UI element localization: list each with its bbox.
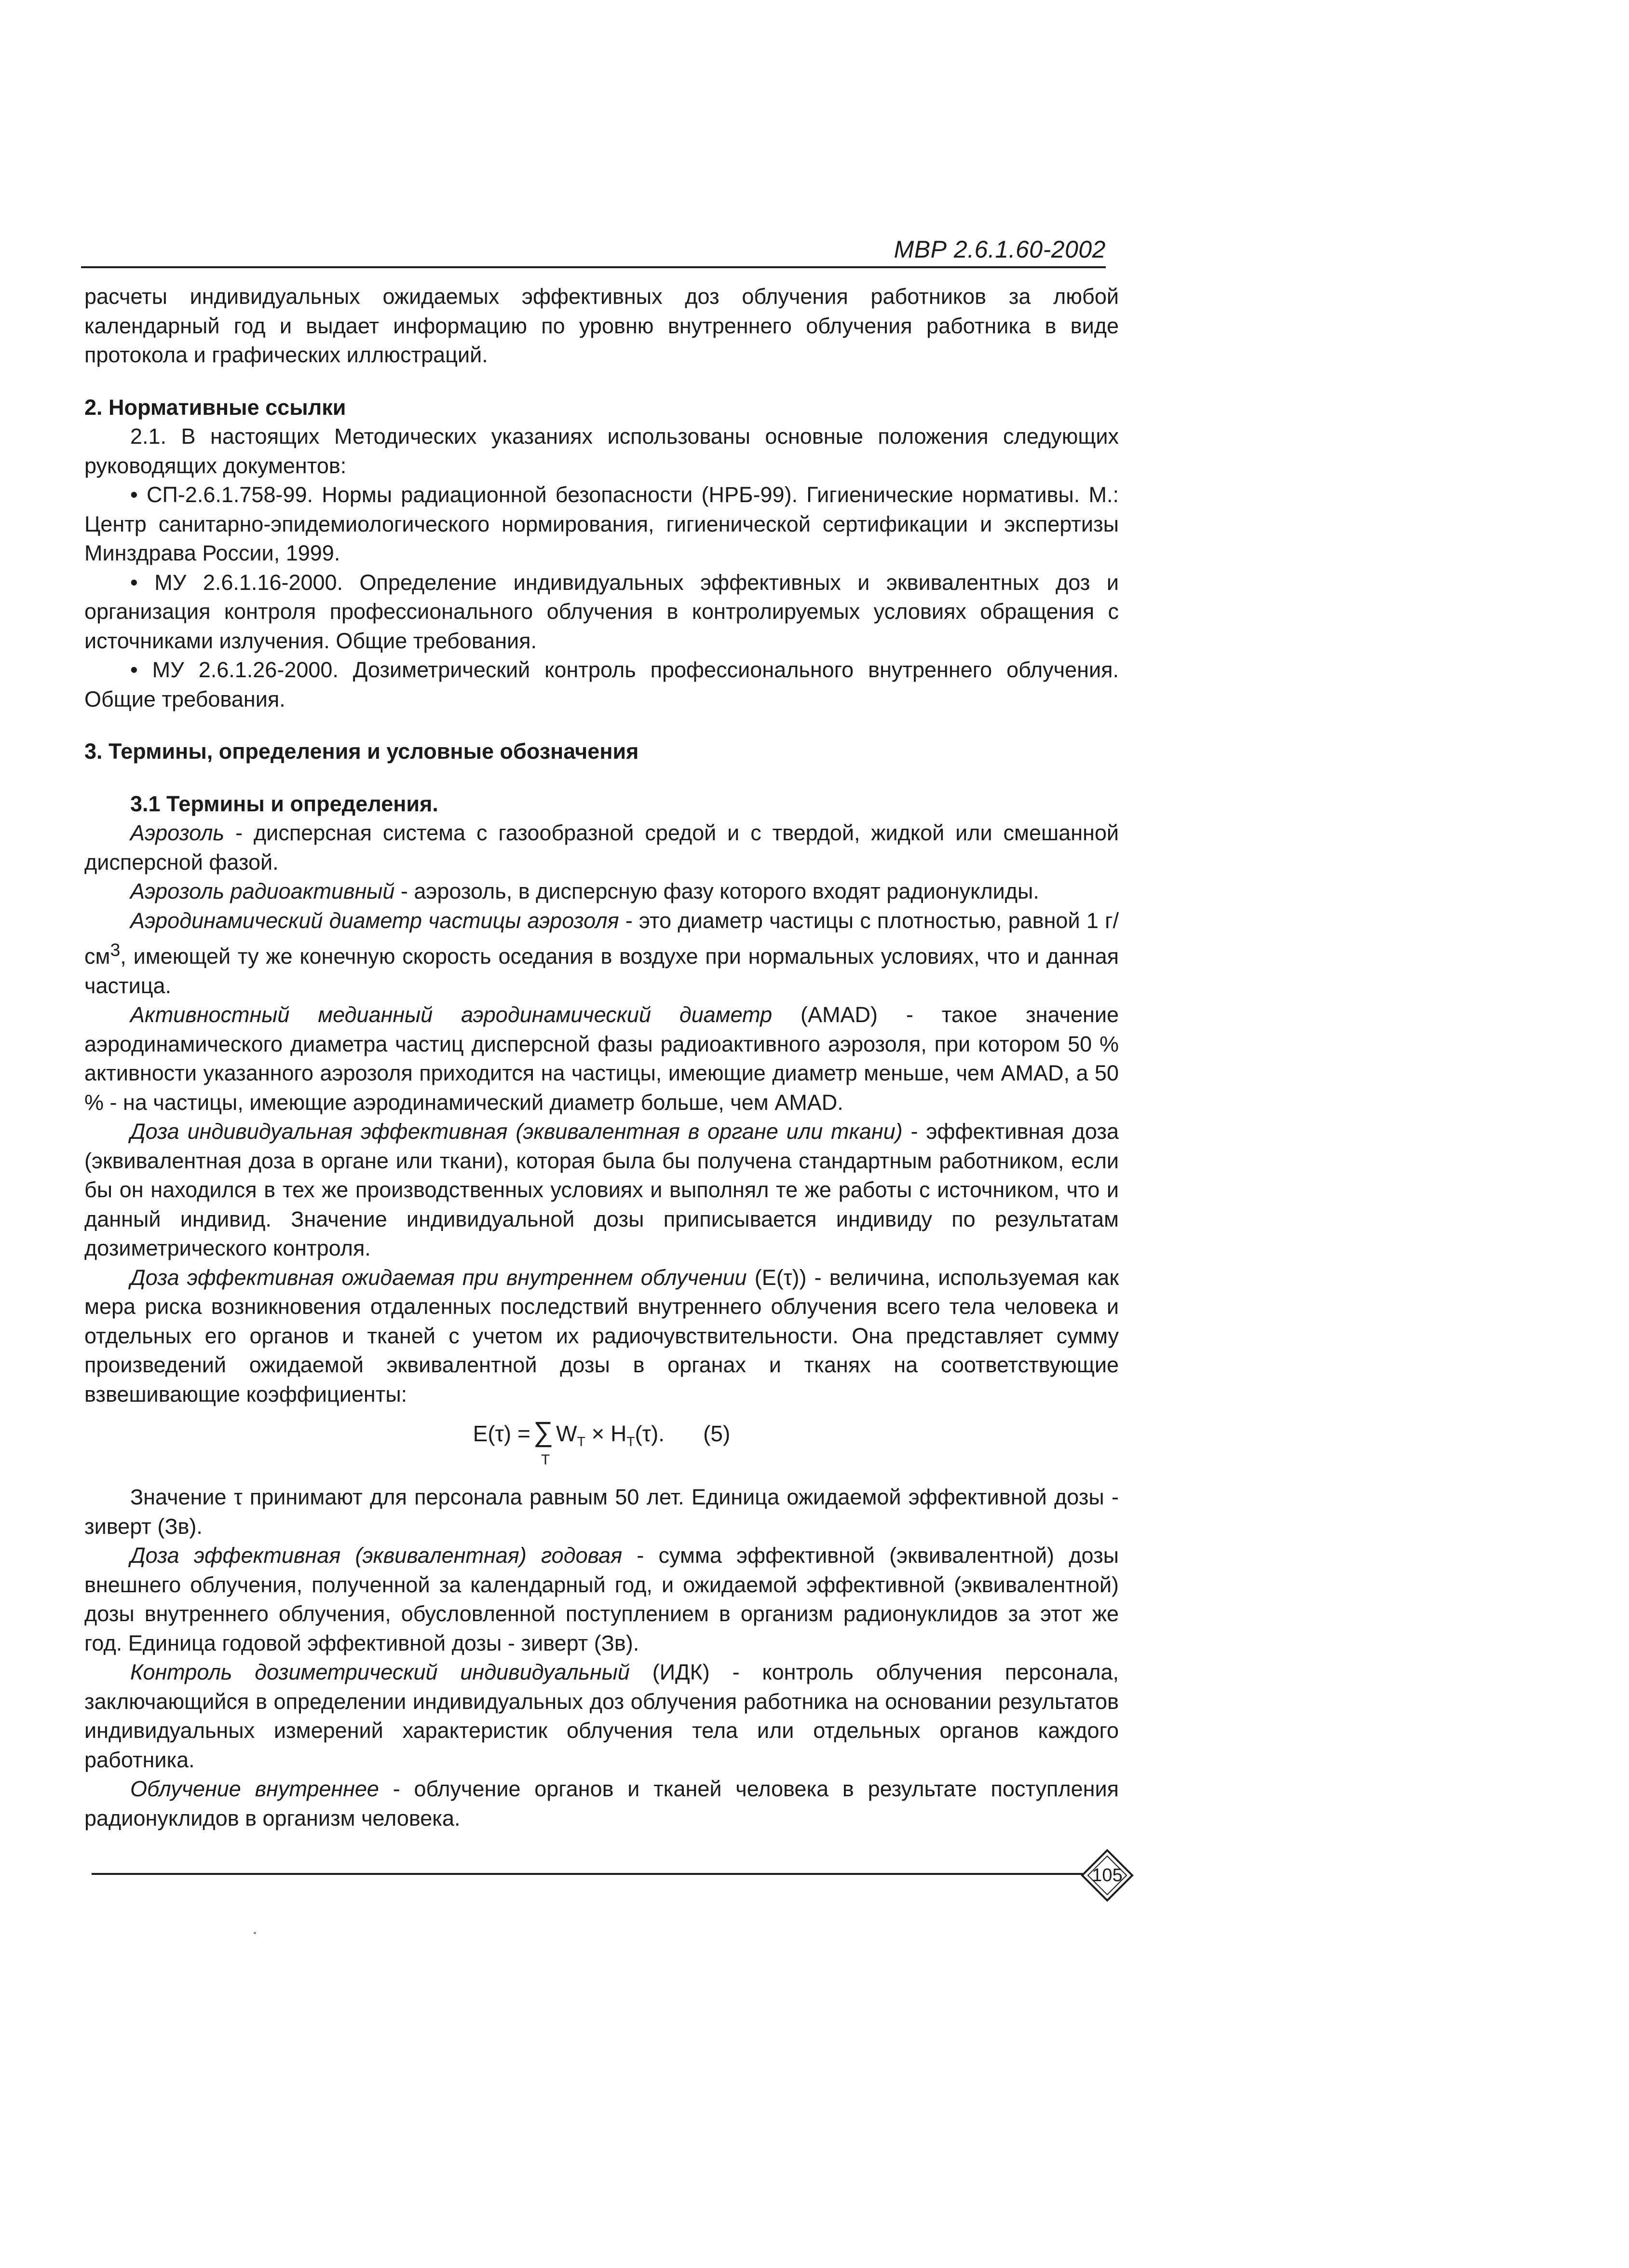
- term-text: (AMAD) - такое значение аэродинамического диаметра частиц дисперсной фазы радиоактивного аэрозоля, при котором 50 % активности указанного аэрозоля приходится на частицы, имеющие диаметр меньше, чем AMAD, а 50 % - на частицы, имеющие аэродинамический диаметр больше, чем AMAD.: [84, 1002, 1119, 1115]
- term-text: - облучение органов и тканей человека в результате поступления радионуклидов в организм человека.: [84, 1776, 1119, 1831]
- term-name: Доза индивидуальная эффективная (эквивалентная в органе или ткани): [130, 1119, 903, 1144]
- term-definition: [84, 1000, 1119, 1117]
- page-number: 105: [1092, 1865, 1123, 1885]
- term-definition: [84, 1541, 1119, 1658]
- document-code: МВР 2.6.1.60-2002: [894, 236, 1106, 263]
- term-definition: [84, 1775, 1119, 1833]
- reference-item: • МУ 2.6.1.16-2000. Определение индивидуальных эффективных и эквивалентных доз и организация контроля профессионального облучения в контролируемых условиях обращения с источниками излучения. Общие требования.: [84, 570, 1119, 653]
- term-text: (E(τ)) - величина, используемая как мера риска возникновения отдаленных последствий внутреннего облучения всего тела человека и отдельных его органов и тканей с учетом их радиочувствительности. Она представляет сумму произведений ожидаемой эквивалентной дозы в органах и тканях на соответствующие взвешивающие коэффициенты:: [84, 1265, 1119, 1407]
- formula-w: W: [556, 1421, 577, 1446]
- term-name: Доза эффективная ожидаемая при внутреннем облучении: [130, 1265, 747, 1290]
- reference-item: • СП-2.6.1.758-99. Нормы радиационной безопасности (НРБ-99). Гигиенические нормативы. М.: Центр санитарно-эпидемиологического нормирования, гигиенической сертификации и экспертизы Минздрава России, 1999.: [84, 482, 1119, 565]
- term-definition: [84, 1658, 1119, 1775]
- page-number-badge: [1079, 1847, 1135, 1903]
- reference-item: • МУ 2.6.1.26-2000. Дозиметрический контроль профессионального внутреннего облучения. Общие требования.: [84, 657, 1119, 711]
- term-text: , имеющей ту же конечную скорость оседания в воздухе при нормальных условиях, что и данная частица.: [84, 944, 1119, 998]
- sum-index: T: [541, 1452, 550, 1468]
- term-text: - аэрозоль, в дисперсную фазу которого входят радионуклиды.: [394, 879, 1039, 903]
- term-name: Доза эффективная (эквивалентная) годовая: [130, 1543, 623, 1568]
- term-name: Аэродинамический диаметр частицы аэрозоля: [130, 908, 619, 933]
- formula-times: ×: [591, 1421, 605, 1446]
- formula-effective-dose: [84, 1409, 1119, 1483]
- subsection-3-1-title: 3.1 Термины и определения.: [130, 791, 438, 816]
- term-text: (ИДК) - контроль облучения персонала, заключающийся в определении индивидуальных доз облучения работника на основании результатов индивидуальных измерений характеристик облучения тела или отдельных органов каждого работника.: [84, 1660, 1119, 1772]
- term-name: Активностный медианный аэродинамический диаметр: [130, 1002, 773, 1027]
- section-2-paragraph: 2.1. В настоящих Методических указаниях использованы основные положения следующих руководящих документов:: [84, 424, 1119, 478]
- section-3-title: 3. Термины, определения и условные обозначения: [84, 739, 639, 764]
- term-text: - эффективная доза (эквивалентная доза в органе или ткани), которая была бы получена стандартным работником, если бы он находился в тех же производственных условиях и выполнял те же работы с источником, что и данный индивид. Значение индивидуальной дозы приписывается индивиду по результатам дозиметрического контроля.: [84, 1119, 1119, 1260]
- intro-paragraph: расчеты индивидуальных ожидаемых эффективных доз облучения работников за любой календарный год и выдает информацию по уровню внутреннего облучения работника в виде протокола и графических иллюстраций.: [84, 284, 1119, 367]
- formula-expression: [473, 1416, 731, 1468]
- formula-tail: (τ).: [635, 1421, 665, 1446]
- sum-sign: ∑: [533, 1416, 554, 1448]
- superscript: 3: [110, 940, 121, 960]
- term-text: - это диаметр частицы с плотностью, равной 1 г/см: [84, 908, 1119, 969]
- formula-number: (5): [703, 1421, 731, 1446]
- formula-lhs: E(τ) =: [473, 1421, 530, 1446]
- term-definition: [84, 877, 1119, 906]
- term-text: - сумма эффективной (эквивалентной) дозы внешнего облучения, полученной за календарный год, и ожидаемой эффективной (эквивалентной) дозы внутреннего облучения, обусловленной поступлением в организм радионуклидов за этот же год. Единица годовой эффективной дозы - зиверт (Зв).: [84, 1543, 1119, 1655]
- term-name: Облучение внутреннее: [130, 1776, 379, 1801]
- term-definition: [84, 1263, 1119, 1409]
- term-definition: [84, 1117, 1119, 1263]
- section-2-title: 2. Нормативные ссылки: [84, 395, 346, 420]
- term-definition: [84, 819, 1119, 877]
- formula-h: H: [611, 1421, 627, 1446]
- sum-symbol: [533, 1416, 554, 1468]
- term-text: - дисперсная система с газообразной средой и с твердой, жидкой или смешанной дисперсной фазой.: [84, 820, 1119, 874]
- formula-note: Значение τ принимают для персонала равным 50 лет. Единица ожидаемой эффективной дозы - зиверт (Зв).: [84, 1485, 1119, 1539]
- term-name: Аэрозоль: [130, 820, 225, 845]
- scan-speck: [254, 1932, 256, 1934]
- formula-h-index: T: [626, 1434, 635, 1449]
- footer-rule: [92, 1873, 1083, 1875]
- term-name: Контроль дозиметрический индивидуальный: [130, 1660, 630, 1684]
- term-definition: [84, 906, 1119, 1001]
- page-content: [84, 282, 1119, 1833]
- header-rule: [81, 266, 1106, 268]
- formula-w-index: T: [577, 1434, 585, 1449]
- term-name: Аэрозоль радиоактивный: [130, 879, 395, 903]
